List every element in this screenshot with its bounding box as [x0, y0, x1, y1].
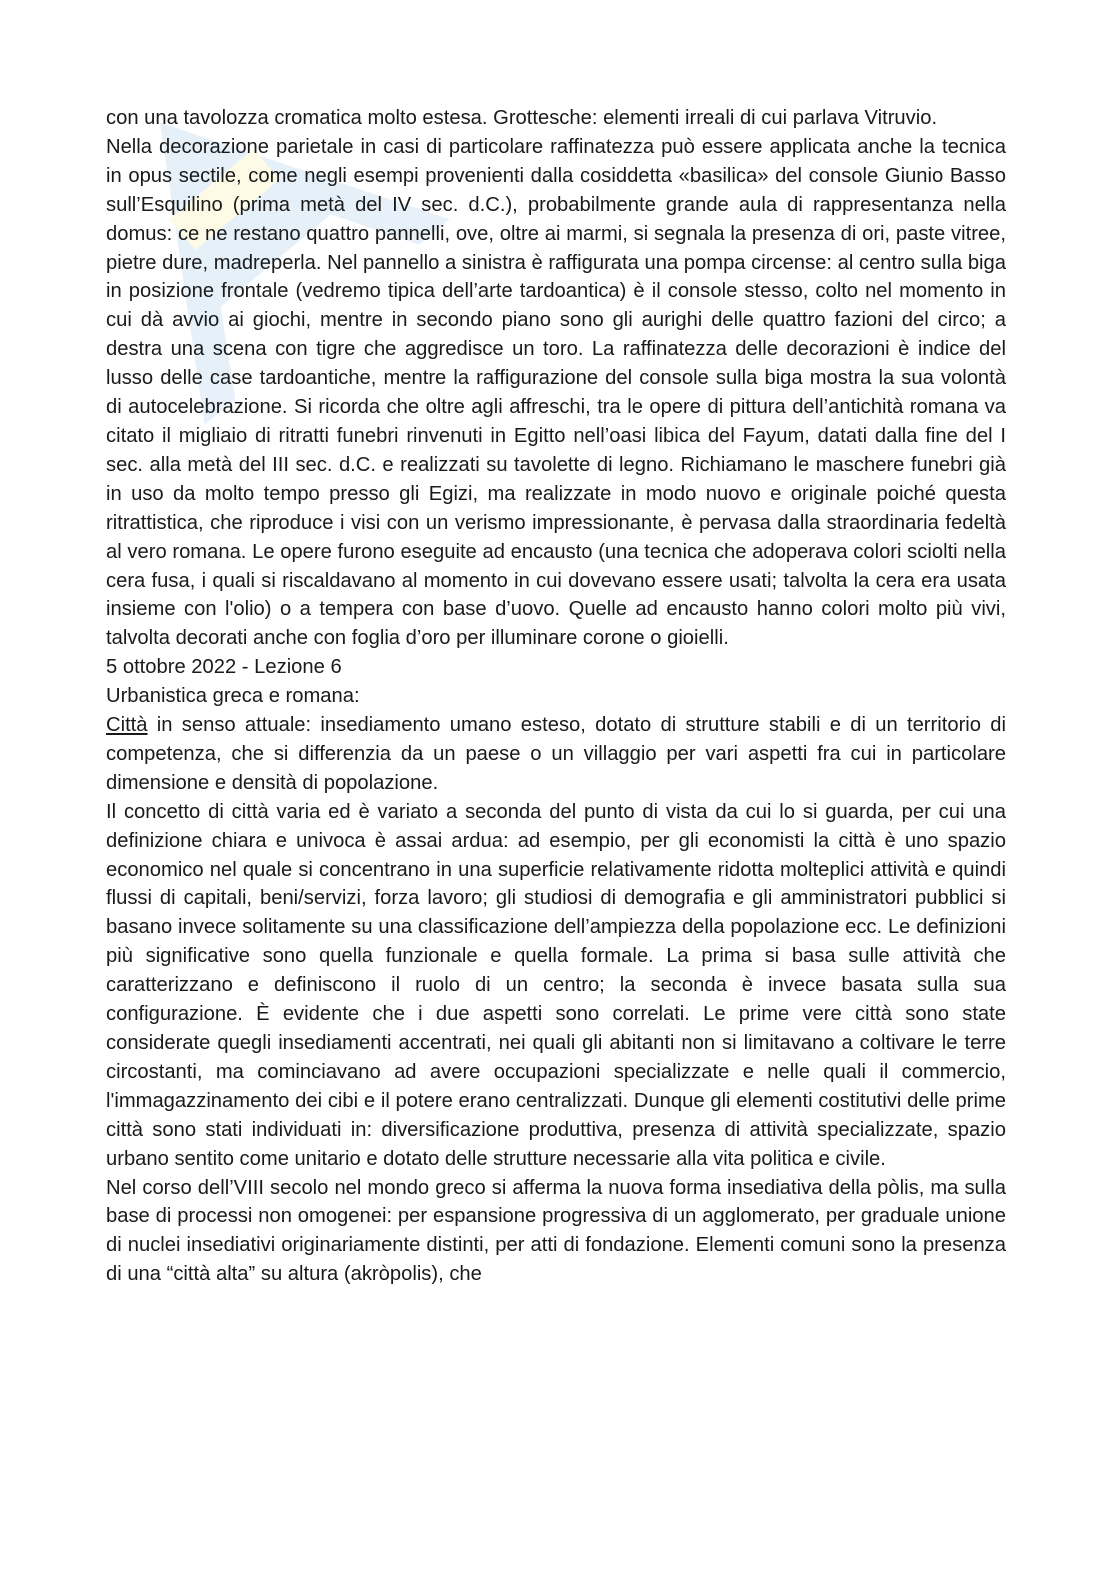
- paragraph-polis: Nel corso dell’VIII secolo nel mondo greco si afferma la nuova forma insediativa della pòlis, ma sulla base di processi non omogenei: per espansione progressiva di un agglomerato, per graduale unione di nuclei insediativi originariamente distinti, per atti di fondazione. Elementi comuni sono la presenza di una “città alta” su altura (akròpolis), che: [106, 1176, 1006, 1286]
- lesson-header: 5 ottobre 2022 - Lezione 6: [106, 656, 342, 679]
- definition-citta: in senso attuale: insediamento umano esteso, dotato di strutture stabili e di un territorio di competenza, che si differenzia da un paese o un villaggio per vari aspetti fra cui in particolare dimensione e densità di popolazione.: [106, 714, 1006, 794]
- paragraph-citta: [106, 711, 1006, 798]
- document-body: [106, 104, 1006, 1289]
- term-citta: Città: [106, 714, 148, 737]
- paragraph-grottesche: con una tavolozza cromatica molto estesa. Grottesche: elementi irreali di cui parlava Vitruvio.: [106, 107, 938, 129]
- paragraph-concetto-citta: Il concetto di città varia ed è variato a seconda del punto di vista da cui lo si guarda, per cui una definizione chiara e univoca è assai ardua: ad esempio, per gli economisti la città è uno spazio economico nel quale si concentrano in una superficie relativamente ridotta molteplici attività e quindi flussi di capitali, beni/servizi, forza lavoro; gli studiosi di demografia e gli amministratori pubblici si basano invece solitamente su una classificazione dell’ampiezza della popolazione ecc. Le definizioni più significative sono quella funzionale e quella formale. La prima si basa sulle attività che caratterizzano e definiscono il ruolo di un centro; la seconda è invece basata sulla sua configurazione. È evidente che i due aspetti sono correlati. Le prime vere città sono state considerate quegli insediamenti accentrati, nei quali gli abitanti non si limitavano a coltivare le terre circostanti, ma cominciavano ad avere occupazioni specializzate e nelle quali il commercio, l'immagazzinamento dei cibi e il potere erano centralizzati. Dunque gli elementi costitutivi delle prime città sono stati individuati in: diversificazione produttiva, presenza di attività specializzate, spazio urbano sentito come unitario e dotato delle strutture necessarie alla vita politica e civile.: [106, 800, 1006, 1170]
- section-title: Urbanistica greca e romana:: [106, 685, 360, 708]
- paragraph-opus-sectile: Nella decorazione parietale in casi di particolare raffinatezza può essere applicata anche la tecnica in opus sectile, come negli esempi provenienti dalla cosiddetta «basilica» del console Giunio Basso sull’Esquilino (prima metà del IV sec. d.C.), probabilmente grande aula di rappresentanza nella domus: ce ne restano quattro pannelli, ove, oltre ai marmi, si segnala la presenza di ori, paste vitree, pietre dure, madreperla. Nel pannello a sinistra è raffigurata una pompa circense: al centro sulla biga in posizione frontale (vedremo tipica dell’arte tardoantica) è il console stesso, colto nel momento in cui dà avvio ai giochi, mentre in secondo piano sono gli aurighi delle quattro fazioni del circo; a destra una scena con tigre che aggredisce un toro. La raffinatezza delle decorazioni è indice del lusso delle case tardoantiche, mentre la raffigurazione del console sulla biga mostra la sua volontà di autocelebrazione. Si ricorda che oltre agli affreschi, tra le opere di pittura dell’antichità romana va citato il migliaio di ritratti funebri rinvenuti in Egitto nell’oasi libica del Fayum, datati dalla fine del I sec. alla metà del III sec. d.C. e realizzati su tavolette di legno. Richiamano le maschere funebri già in uso da molto tempo presso gli Egizi, ma realizzate in modo nuovo e originale poiché questa ritrattistica, che riproduce i visi con un verismo impressionante, è pervasa dalla straordinaria fedeltà al vero romana. Le opere furono eseguite ad encausto (una tecnica che adoperava colori sciolti nella cera fusa, i quali si riscaldavano al momento in cui dovevano essere usati; talvolta la cera era usata insieme con l'olio) o a tempera con base d’uovo. Quelle ad encausto hanno colori molto più vivi, talvolta decorati anche con foglia d’oro per illuminare corone o gioielli.: [106, 135, 1006, 650]
